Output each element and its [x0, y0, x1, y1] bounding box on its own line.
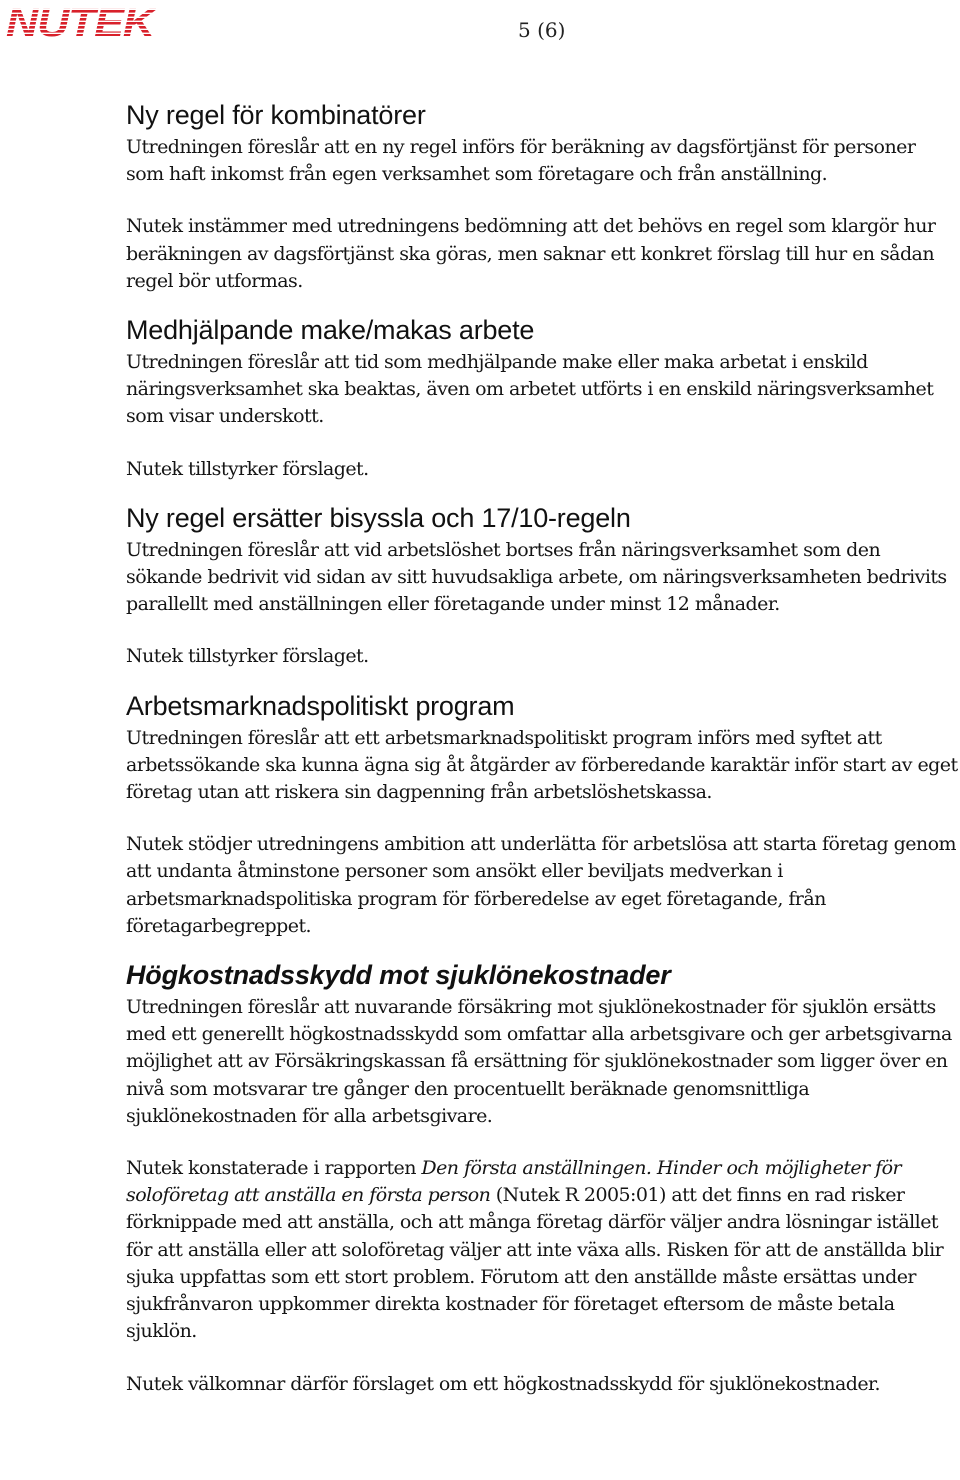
section-heading: Ny regel för kombinatörer [126, 100, 426, 130]
paragraph: Utredningen föreslår att vid arbetslöshet bortses från näringsverksamhet som den sökande bedrivit vid sidan av sitt huvudsakliga arbete, om näringsverksamheten bedrivits parallellt med anställningen eller företagande under minst 12 månader. [126, 538, 947, 616]
paragraph: Utredningen föreslår att en ny regel införs för beräkning av dagsförtjänst för personer som haft inkomst från egen verksamhet som företagare och från anställning. [126, 136, 916, 186]
nutek-logo-graphic [6, 2, 156, 40]
paragraph: Nutek tillstyrker förslaget. [126, 457, 369, 480]
paragraph: Utredningen föreslår att tid som medhjälpande make eller maka arbetat i enskild näringsverksamhet ska beaktas, även om arbetet utförts i en enskild näringsverksamhet som visar underskott. [126, 351, 934, 428]
section-heading: Arbetsmarknadspolitiskt program [126, 690, 515, 721]
nutek-logo [6, 2, 156, 40]
section-heading: Medhjälpande make/makas arbete [126, 315, 535, 346]
report-body: (Nutek R 2005:01) att det finns en rad risker förknippade med att anställa, och att många företag därför väljer andra lösningar istället för att anställa eller att soloföretag väljer att inte växa alls. Risken för att de anställda blir sjuka uppfattas som ett stort problem. Förutom att den anställde måste ersättas under sjukfrånvaron uppkommer direkta kostnader för företaget eftersom de måste betala sjuklön. [126, 1184, 944, 1343]
svg-text:NUTEK: NUTEK [6, 2, 156, 40]
page-number: 5 (6) [518, 18, 566, 42]
section-heading: Högkostnadsskydd mot sjuklönekostnader [126, 960, 671, 991]
paragraph: Nutek instämmer med utredningens bedömning att det behövs en regel som klargör hur beräkningen av dagsförtjänst ska göras, men saknar ett konkret förslag till hur en sådan regel bör utformas. [126, 215, 936, 292]
paragraph: Nutek tillstyrker förslaget. [126, 645, 369, 668]
section-hogkostnadsskydd [126, 958, 958, 1398]
section-arbetsmarknadspolitiskt-program [126, 689, 958, 940]
report-title: Den första anställningen. Hinder och möjligheter för soloföretag att anställa en första person [126, 1157, 902, 1207]
closing-paragraph: Nutek välkomnar därför förslaget om ett högkostnadsskydd för sjuklönekostnader. [126, 1372, 880, 1395]
report-intro: Nutek konstaterade i rapporten [126, 1157, 422, 1180]
document-body [126, 98, 958, 1423]
report-paragraph [126, 1155, 958, 1345]
section-medhjalpande-make [126, 313, 958, 483]
paragraph: Nutek stödjer utredningens ambition att underlätta för arbetslösa att starta företag genom att undanta åtminstone personer som ansökt eller beviljats medverkan i arbetsmarknadspolitiska program för förberedelse av eget företagande, från företagarbegreppet. [126, 833, 956, 937]
paragraph: Utredningen föreslår att nuvarande försäkring mot sjuklönekostnader för sjuklön ersätts med ett generellt högkostnadsskydd som omfattar alla arbetsgivare och ger arbetsgivarna möjlighet att av Försäkringskassan få ersättning för sjuklönekostnader som ligger över en nivå som motsvarar tre gånger den procentuellt beräknade genomsnittliga sjuklönekostnaden för alla arbetsgivare. [126, 996, 952, 1127]
paragraph: Utredningen föreslår att ett arbetsmarknadspolitiskt program införs med syftet att arbetssökande ska kunna ägna sig åt åtgärder av förberedande karaktär inför start av eget företag utan att riskera sin dagpenning från arbetslöshetskassa. [126, 726, 958, 804]
section-heading: Ny regel ersätter bisyssla och 17/10-regeln [126, 502, 631, 533]
section-bisyssla [126, 501, 958, 671]
section-kombinatorer [126, 98, 958, 295]
